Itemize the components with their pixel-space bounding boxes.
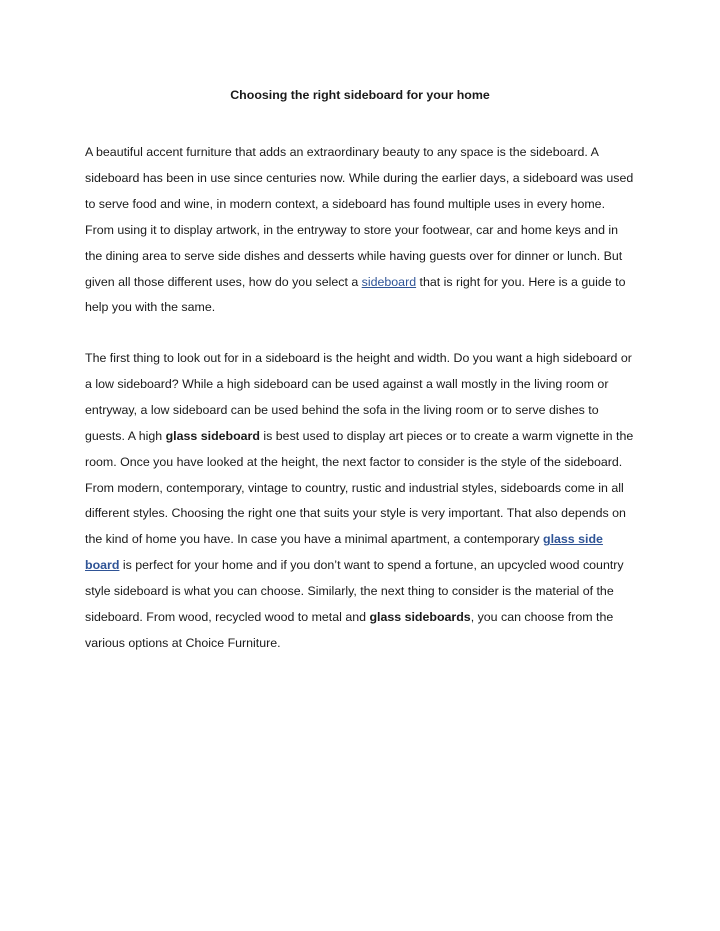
paragraph-guide-text-4: , you can choose from the various options at Choice Furniture. <box>85 610 614 650</box>
paragraph-intro <box>85 140 637 321</box>
paragraph-intro-text-2: that is right for you. Here is a guide to help you with the same. <box>85 274 626 315</box>
paragraph-guide-text-1: The first thing to look out for in a sideboard is the height and width. Do you want a high sideboard or a low sideboard? While a high sideboard can be used against a wall mostly in the living room or entryway, a low sideboard can be used behind the sofa in the living room or to serve dishes to guests. A high <box>85 351 632 443</box>
paragraph-guide-text-3: is perfect for your home and if you don’t want to spend a fortune, an upcycled wood country style sideboard is what you can choose. Similarly, the next thing to consider is the material of the sideboard. From wood, recycled wood to metal and <box>85 558 624 625</box>
glass-side-board-link[interactable]: glass side board <box>85 532 603 573</box>
paragraph-guide-text-2: is best used to display art pieces or to create a warm vignette in the room. Once you have looked at the height, the next factor to consider is the style of the sideboard. From modern, contemporary, vintage to country, rustic and industrial styles, sideboards come in all different styles. Choosing the right one that suits your style is very important. That also depends on the kind of home you have. In case you have a minimal apartment, a contemporary <box>85 428 634 547</box>
glass-sideboards-bold-2: glass sideboards <box>369 610 471 625</box>
sideboard-link[interactable]: sideboard <box>361 274 417 289</box>
document-title: Choosing the right sideboard for your home <box>230 88 490 102</box>
glass-sideboard-bold-1: glass sideboard <box>165 428 260 443</box>
paragraph-intro-text-1: A beautiful accent furniture that adds an extraordinary beauty to any space is the sideboard. A sideboard has been in use since centuries now. While during the earlier days, a sideboard was used to serve food and wine, in modern context, a sideboard has found multiple uses in every home. From using it to display artwork, in the entryway to store your footwear, car and home keys and in the dining area to serve side dishes and desserts while having guests over for dinner or lunch. But given all those different uses, how do you select a <box>85 145 634 289</box>
paragraph-guide <box>85 346 637 657</box>
